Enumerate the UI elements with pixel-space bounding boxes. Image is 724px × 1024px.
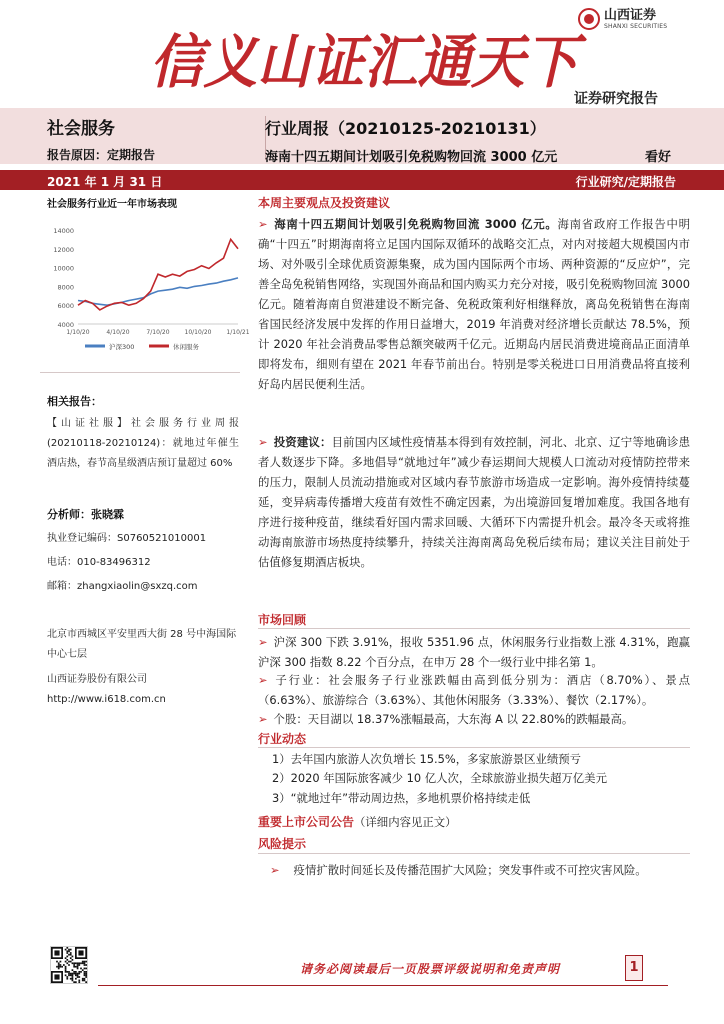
report-reason: 报告原因：定期报告 — [47, 148, 156, 162]
related-report-link[interactable]: 【山证社服】社会服务行业周报(20210118-20210124)：就地过年催生酒店热，春节高星级酒店预订量超过 60% — [47, 418, 239, 469]
paragraph-investment — [258, 432, 690, 572]
y-tick-label: 10000 — [53, 264, 74, 273]
x-tick-label: 7/10/20 — [146, 329, 170, 336]
bullet-icon: ➢ — [258, 673, 268, 687]
market-item-subsector: ➢ 子行业：社会服务子行业涨跌幅由高到低分别为：酒店（8.70%）、景点（6.63%）、旅游综合（3.63%）、其他休闲服务（3.33%）、餐饮（2.17%）。 — [258, 673, 690, 707]
market-item-index: ➢ 沪深 300 下跌 3.91%，报收 5351.96 点，休闲服务行业指数上涨 4.31%，跑赢沪深 300 指数 8.22 个百分点，在申万 28 个一级行业中排名第 1。 — [258, 635, 690, 669]
trend-item: 1）去年国内旅游人次负增长 15.5%，多家旅游景区业绩预亏 — [272, 752, 582, 766]
related-reports-heading: 相关报告： — [47, 395, 102, 408]
bullet-icon: ➢ — [270, 863, 280, 877]
x-tick-label: 4/10/20 — [106, 329, 130, 336]
report-title: 行业周报（20210125-20210131） — [265, 119, 546, 138]
paragraph-hainan — [258, 214, 690, 394]
legend-label: 休闲服务 — [173, 343, 199, 351]
report-brand: 证券研究报告 — [574, 91, 658, 107]
report-date: 2021 年 1 月 31 日 — [47, 175, 163, 189]
y-tick-label: 14000 — [53, 227, 74, 235]
y-tick-label: 8000 — [57, 283, 74, 292]
section-heading-announcements: 重要上市公司公告（详细内容见正文） — [258, 815, 457, 829]
announcements-note: （详细内容见正文） — [354, 815, 457, 829]
bullet-icon: ➢ — [258, 435, 268, 449]
section-heading-views: 本周主要观点及投资建议 — [258, 196, 391, 210]
rating: 看好 — [645, 150, 672, 165]
company-website[interactable]: http://www.i618.com.cn — [47, 694, 166, 705]
market-performance-chart — [40, 212, 250, 364]
disclaimer-notice: 请务必阅读最后一页股票评级说明和免责声明 — [300, 962, 561, 976]
company-name: 山西证券 — [604, 7, 657, 23]
company-full-name: 山西证券股份有限公司 — [47, 674, 147, 685]
bullet-icon: ➢ — [258, 635, 268, 649]
x-tick-label: 1/10/21 — [226, 329, 250, 336]
company-logo — [578, 8, 667, 30]
section-heading-market: 市场回顾 — [258, 613, 307, 627]
risk-item: ➢ 疫情扩散时间延长及传播范围扩大风险；突发事件或不可控灾害风险。 — [270, 863, 647, 877]
y-tick-label: 4000 — [57, 321, 74, 329]
market-item-stocks: ➢ 个股：天目湖以 18.37%涨幅最高，大东海 A 以 22.80%的跌幅最高。 — [258, 712, 634, 726]
paragraph-investment-body: 目前国内区域性疫情基本得到有效控制，河北、北京、辽宁等地确诊患者人数逐步下降。多地倡导“就地过年”减少春运期间大规模人口流动对疫情防控带来的压力，限制人员流动措施或对区域内春节旅游市场造成一定影响。海外疫情持续蔓延，变异病毒传播增大疫苗有效性不确定因素，为出境游回复增加难度。我国各地有序进行接种疫苗，继续看好国内需求回暖、大循环下内需提升机会。最冷冬天或将推动海南旅游市场热度持续攀升，持续关注海南离岛免税后续布局；建议关注目前处于估值修复期酒店板块。 — [258, 435, 690, 569]
analyst-license: 执业登记编码：S0760521010001 — [47, 533, 207, 544]
analyst-email[interactable]: 邮箱：zhangxiaolin@sxzq.com — [47, 581, 198, 592]
report-category: 行业研究/定期报告 — [575, 175, 676, 189]
slogan-text: 信义山证汇通天下 — [150, 28, 588, 96]
series-line-休闲服务 — [78, 239, 238, 310]
section-heading-trends: 行业动态 — [258, 732, 307, 746]
series-line-沪深300 — [78, 278, 238, 305]
legend-label: 沪深300 — [109, 343, 135, 351]
company-address: 北京市西城区平安里西大街 28 号中海国际中心七层 — [47, 629, 237, 660]
qr-code-icon — [50, 946, 88, 984]
paragraph-investment-lead: 投资建议： — [273, 435, 332, 449]
x-tick-label: 1/10/20 — [66, 329, 90, 336]
section-heading-risk: 风险提示 — [258, 837, 307, 851]
chart-title: 社会服务行业近一年市场表现 — [47, 199, 177, 210]
company-name-en: SHANXI SECURITIES — [604, 22, 668, 30]
company-emblem-icon — [578, 8, 600, 30]
trend-item: 3）“就地过年”带动周边热，多地机票价格持续走低 — [272, 791, 531, 805]
y-tick-label: 12000 — [53, 245, 74, 254]
industry-name: 社会服务 — [47, 119, 115, 139]
brand-slogan — [150, 12, 588, 108]
y-tick-label: 6000 — [57, 302, 74, 311]
bullet-icon: ➢ — [258, 217, 268, 231]
analyst-name: 分析师：张晓霖 — [47, 508, 124, 521]
report-headline: 海南十四五期间计划吸引免税购物回流 3000 亿元 — [265, 150, 558, 165]
bullet-icon: ➢ — [258, 712, 268, 726]
page-number: 1 — [625, 955, 643, 981]
trend-item: 2）2020 年国际旅客减少 10 亿人次，全球旅游业损失超万亿美元 — [272, 771, 607, 785]
x-tick-label: 10/10/20 — [184, 329, 212, 336]
paragraph-hainan-body: 海南省政府工作报告中明确“十四五”时期海南将立足国内国际双循环的战略交汇点，对内对接超大规模国内市场、对外吸引全球优质资源集聚，成为国内国际两个市场、两种资源的“反应炉”，完善全岛免税销售网络，实现国外商品和国内购买力充分对接，吸引免税购物回流 3000 亿元。随着海南自贸港建设不断完备、免税政策利好相继释放，离岛免税销售在海南省国民经济发展中发挥的作用日益增大，2019 年消费对经济增长贡献达 78.5%，预计 2020 年社会消费品零售总额突破两千亿元。近期岛内居民消费进境商品正面清单即将发布，细则有望在 2021 年春节前出台。特别是零关税进口日用消费品将直接利好岛内居民便利生活。 — [258, 217, 690, 391]
paragraph-hainan-lead: 海南十四五期间计划吸引免税购物回流 3000 亿元。 — [273, 217, 558, 231]
analyst-phone: 电话：010-83496312 — [47, 557, 151, 568]
